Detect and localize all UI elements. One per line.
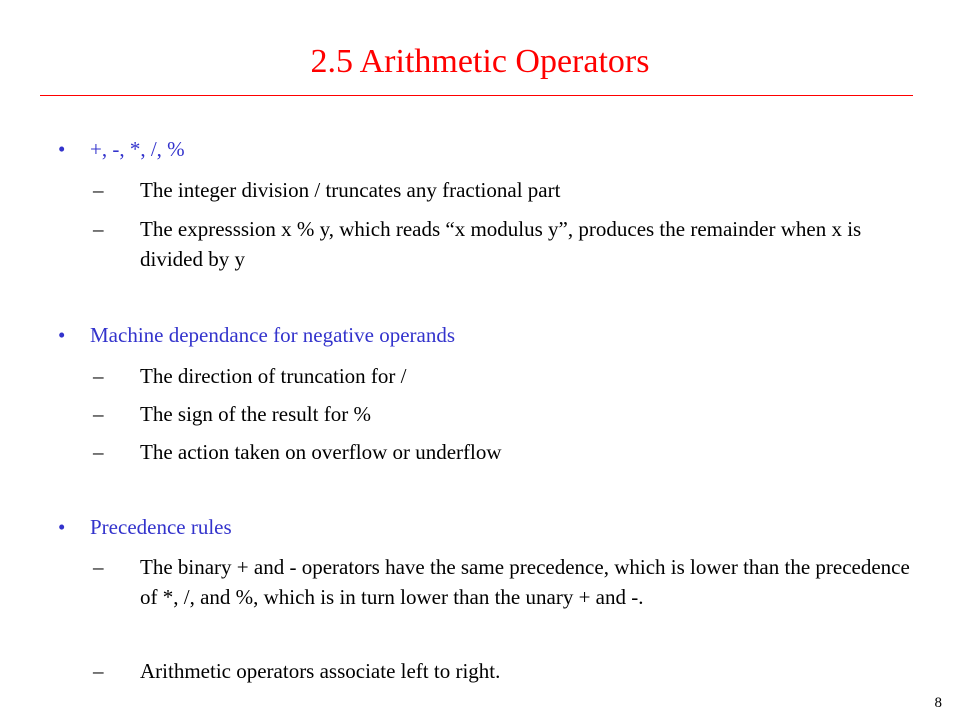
sub-item: The sign of the result for % [140, 402, 371, 426]
sub-item: The integer division / truncates any fractional part [140, 178, 561, 202]
sub-item: Arithmetic operators associate left to right. [140, 659, 501, 683]
dash-icon: – [93, 364, 104, 388]
dash-icon: – [93, 555, 104, 579]
bullet-machine-dependance: Machine dependance for negative operands [90, 323, 455, 347]
dash-icon: – [93, 440, 104, 464]
dash-icon: – [93, 217, 104, 241]
bullet-dot-icon: • [58, 323, 66, 347]
dash-icon: – [93, 178, 104, 202]
page-number: 8 [934, 695, 942, 711]
sub-item: The expresssion x % y, which reads “x modulus y”, produces the remainder when x is divided by y [140, 217, 862, 271]
sub-item: The action taken on overflow or underflow [140, 440, 502, 464]
slide-title: 2.5 Arithmetic Operators [310, 43, 650, 80]
sub-item: The binary + and - operators have the same precedence, which is lower than the precedence of *, /, and %, which is in turn lower than the unary + and -. [140, 555, 910, 609]
bullet-dot-icon: • [58, 137, 66, 161]
title-divider [40, 95, 913, 96]
bullet-operators: +, -, *, /, % [90, 137, 185, 161]
dash-icon: – [93, 659, 104, 683]
dash-icon: – [93, 402, 104, 426]
bullet-precedence-rules: Precedence rules [90, 515, 232, 539]
bullet-dot-icon: • [58, 515, 66, 539]
sub-item: The direction of truncation for / [140, 364, 407, 388]
